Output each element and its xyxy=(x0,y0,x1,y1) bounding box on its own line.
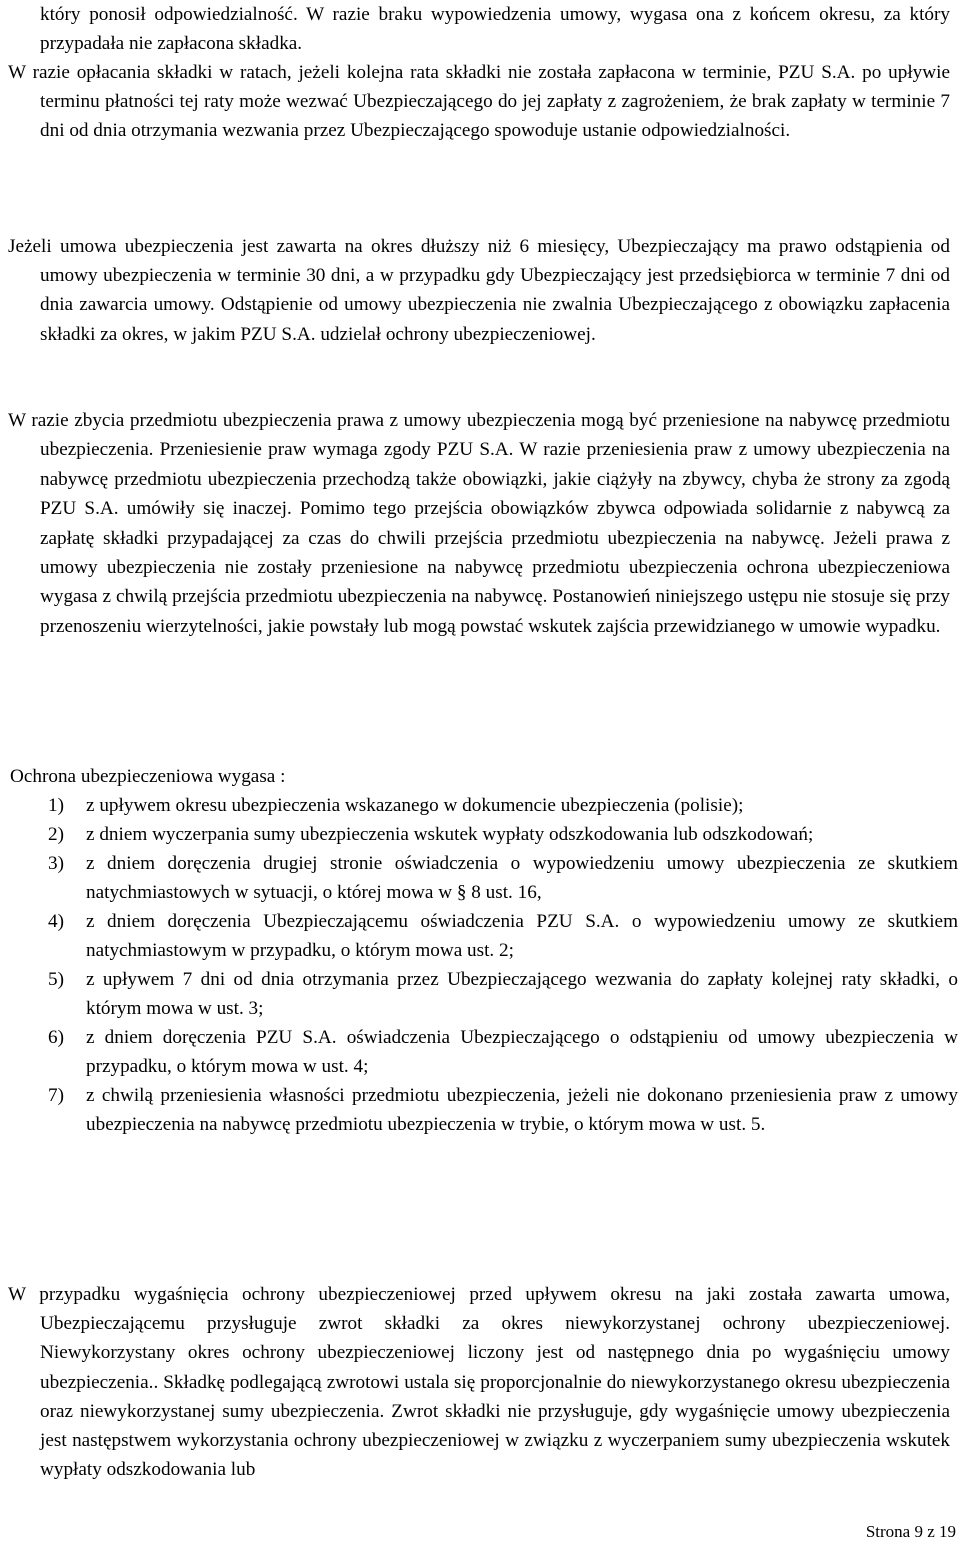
list-item-text: z dniem doręczenia PZU S.A. oświadczenia Ubezpieczającego o odstąpieniu od umowy ubezpieczenia w przypadku, o którym mowa w ust. 4; xyxy=(86,1027,958,1077)
list-item xyxy=(8,791,958,820)
paragraph-transfer-text: W razie zbycia przedmiotu ubezpieczenia prawa z umowy ubezpieczenia mogą być przeniesione na nabywcę przedmiotu ubezpieczenia. Przeniesienie praw wymaga zgody PZU S.A. W razie przeniesienia praw z umowy ubezpieczenia na nabywcę przedmiotu ubezpieczenia przechodzą także obowiązki, jakie ciążyły na zbywcy, chyba że strony za zgodą PZU S.A. umówiły się inaczej. Pomimo tego przejścia obowiązków zbywca odpowiada solidarnie z nabywcą za zapłatę składki przypadającej za czas do chwili przejścia przedmiotu ubezpieczenia na nabywcę. Jeżeli prawa z umowy ubezpieczenia nie zostały przeniesione na nabywcę przedmiotu ubezpieczenia ochrona ubezpieczeniowa wygasa z chwilą przejścia przedmiotu ubezpieczenia na nabywcę. Postanowień niniejszego ustępu nie stosuje się przy przenoszeniu wierzytelności, jakie powstały lub mogą powstać wskutek zajścia przewidzianego w umowie wypadku. xyxy=(8,410,950,637)
list-item xyxy=(8,1081,958,1139)
paragraph-top xyxy=(8,0,950,58)
list-item-number: 3) xyxy=(48,853,64,874)
list-item-number: 4) xyxy=(48,911,64,932)
paragraph-installments-text: W razie opłacania składki w ratach, jeżeli kolejna rata składki nie została zapłacona w terminie, PZU S.A. po upływie terminu płatności tej raty może wezwać Ubezpieczającego do jej zapłaty z zagrożeniem, że brak zapłaty w terminie 7 dni od dnia otrzymania wezwania przez Ubezpieczającego spowoduje ustanie odpowiedzialności. xyxy=(8,62,950,142)
paragraph-refund-text: W przypadku wygaśnięcia ochrony ubezpieczeniowej przed upływem okresu na jaki została zawarta umowa, Ubezpieczającemu przysługuje zwrot składki za okres niewykorzystanej ochrony ubezpieczeniowej. Niewykorzystany okres ochrony ubezpieczeniowej liczony jest od następnego dnia po wygaśnięciu umowy ubezpieczenia.. Składkę podlegającą zwrotowi ustala się proporcjonalnie do niewykorzystanego okresu ubezpieczenia oraz niewykorzystanej sumy ubezpieczenia. Zwrot składki nie przysługuje, gdy wygaśnięcie umowy ubezpieczenia jest następstwem wykorzystania ochrony ubezpieczeniowej w związku z wyczerpaniem sumy ubezpieczenia wskutek wypłaty odszkodowania lub xyxy=(8,1284,950,1481)
list-item xyxy=(8,849,958,907)
list-item-text: z dniem doręczenia drugiej stronie oświadczenia o wypowiedzeniu umowy ubezpieczenia ze skutkiem natychmiastowych w sytuacji, o której mowa w § 8 ust. 16, xyxy=(86,853,958,903)
list-heading-text: Ochrona ubezpieczeniowa wygasa : xyxy=(10,766,286,787)
list-item-number: 6) xyxy=(48,1027,64,1048)
paragraph-transfer xyxy=(8,406,950,641)
page-number xyxy=(866,1522,956,1542)
list-item-text: z upływem 7 dni od dnia otrzymania przez Ubezpieczającego wezwania do zapłaty kolejnej raty składki, o którym mowa w ust. 3; xyxy=(86,969,958,1019)
paragraph-refund xyxy=(8,1280,950,1484)
list-item-number: 1) xyxy=(48,795,64,816)
list-item-text: z dniem doręczenia Ubezpieczającemu oświadczenia PZU S.A. o wypowiedzeniu umowy ze skutkiem natychmiastowym w przypadku, o którym mowa ust. 2; xyxy=(86,911,958,961)
list-item-text: z chwilą przeniesienia własności przedmiotu ubezpieczenia, jeżeli nie dokonano przeniesienia praw z umowy ubezpieczenia na nabywcę przedmiotu ubezpieczenia w trybie, o którym mowa w ust. 5. xyxy=(86,1085,958,1135)
list-item-number: 2) xyxy=(48,824,64,845)
list-item xyxy=(8,907,958,965)
list-item xyxy=(8,965,958,1023)
list-item-text: z upływem okresu ubezpieczenia wskazanego w dokumencie ubezpieczenia (polisie); xyxy=(86,795,744,816)
list-heading xyxy=(10,762,285,791)
paragraph-withdrawal xyxy=(8,232,950,349)
paragraph-withdrawal-text: Jeżeli umowa ubezpieczenia jest zawarta na okres dłuższy niż 6 miesięcy, Ubezpieczający ma prawo odstąpienia od umowy ubezpieczenia w terminie 30 dni, a w przypadku gdy Ubezpieczający jest przedsiębiorca w terminie 7 dni od dnia zawarcia umowy. Odstąpienie od umowy ubezpieczenia nie zwalnia Ubezpieczającego z obowiązku zapłacenia składki za okres, w jakim PZU S.A. udzielał ochrony ubezpieczeniowej. xyxy=(8,236,950,345)
expiry-conditions-list xyxy=(8,791,958,1139)
list-item xyxy=(8,1023,958,1081)
paragraph-top-text: który ponosił odpowiedzialność. W razie braku wypowiedzenia umowy, wygasa ona z końcem okresu, za który przypadała nie zapłacona składka. xyxy=(40,4,950,54)
list-item xyxy=(8,820,958,849)
list-item-number: 5) xyxy=(48,969,64,990)
list-item-number: 7) xyxy=(48,1085,64,1106)
page-number-text: Strona 9 z 19 xyxy=(865,1522,956,1541)
paragraph-installments xyxy=(8,58,950,146)
list-item-text: z dniem wyczerpania sumy ubezpieczenia wskutek wypłaty odszkodowania lub odszkodowań; xyxy=(86,824,814,845)
